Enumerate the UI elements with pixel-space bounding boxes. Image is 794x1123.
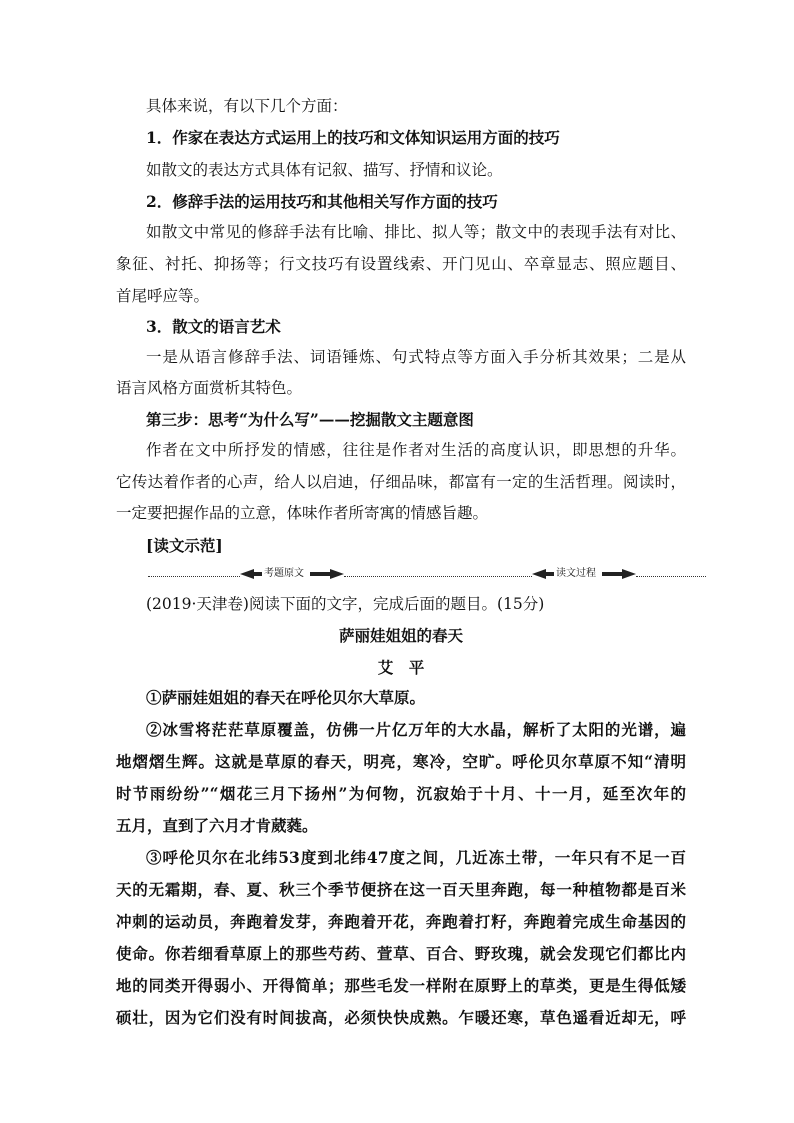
divider-tag-process <box>532 567 636 581</box>
article-title: 萨丽娃姐姐的春天 <box>338 626 463 645</box>
arrow-left-icon <box>532 569 546 579</box>
arrow-right-icon <box>622 569 636 579</box>
divider-label-original: 考题原文 <box>264 568 304 579</box>
article-paragraph-2-line1: ②冰雪将茫茫草原覆盖，仿佛一片亿万年的大水晶，解析了太阳的光谱，遍 <box>146 720 686 739</box>
divider-label-process: 读文过程 <box>556 568 596 579</box>
article-paragraph-2-line3: 时节雨纷纷”“烟花三月下扬州”为何物，沉寂始于十月、十一月，延至次年的 <box>116 784 686 803</box>
item1-text: 如散文的表达方式具体有记叙、描写、抒情和议论。 <box>146 161 503 179</box>
article-paragraph-1: ①萨丽娃姐姐的春天在呼伦贝尔大草原。 <box>146 688 426 707</box>
example-heading: [读文示范] <box>146 536 223 555</box>
item2-text-line1: 如散文中常见的修辞手法有比喻、排比、拟人等；散文中的表现手法有对比、 <box>146 223 686 241</box>
item3-text-line2: 语言风格方面赏析其特色。 <box>116 379 303 397</box>
article-paragraph-2-line4: 五月，直到了六月才肯葳蕤。 <box>116 816 318 835</box>
divider-dots-left <box>148 576 240 577</box>
step3-text-line3: 一定要把握作品的立意，体味作者所寄寓的情感旨趣。 <box>116 504 489 522</box>
item2-title: 2．修辞手法的运用技巧和其他相关写作方面的技巧 <box>146 192 498 211</box>
arrow-right-icon <box>330 569 344 579</box>
article-paragraph-3-line3: 冲刺的运动员，奔跑着发芽，奔跑着开花，奔跑着打籽，奔跑着完成生命基因的 <box>116 912 686 931</box>
article-paragraph-3-line5: 地的同类开得弱小、开得简单；那些毛发一样附在原野上的草类，更是生得低矮 <box>116 976 686 995</box>
article-author: 艾 平 <box>377 658 425 677</box>
article-paragraph-3-line6: 硕壮，因为它们没有时间拔高，必须快快成熟。乍暖还寒，草色遥看近却无，呼 <box>116 1008 686 1027</box>
article-paragraph-3-line2: 天的无霜期，春、夏、秋三个季节便挤在这一百天里奔跑，每一种植物都是百米 <box>116 880 686 899</box>
arrow-left-icon <box>240 569 254 579</box>
intro-lead: 具体来说，有以下几个方面： <box>146 97 348 115</box>
article-paragraph-3-line4: 使命。你若细看草原上的那些芍药、萱草、百合、野玫瑰，就会发现它们都比内 <box>116 944 686 963</box>
section-divider <box>148 567 706 581</box>
step3-text-line2: 它传达着作者的心声，给人以启迪，仔细品味，都富有一定的生活哲理。阅读时， <box>116 473 686 491</box>
question-source: (2019·天津卷)阅读下面的文字，完成后面的题目。(15分) <box>146 595 545 613</box>
divider-dots-middle <box>344 576 532 577</box>
step3-text-line1: 作者在文中所抒发的情感，往往是作者对生活的高度认识，即思想的升华。 <box>146 441 686 459</box>
divider-dots-right <box>636 576 706 577</box>
article-paragraph-3-line1: ③呼伦贝尔在北纬53度到北纬47度之间，几近冻土带，一年只有不足一百 <box>146 848 686 867</box>
item2-text-line3: 首尾呼应等。 <box>116 287 210 305</box>
item1-title: 1．作家在表达方式运用上的技巧和文体知识运用方面的技巧 <box>146 128 560 147</box>
item3-text-line1: 一是从语言修辞手法、词语锤炼、句式特点等方面入手分析其效果；二是从 <box>146 348 686 366</box>
article-paragraph-2-line2: 地熠熠生辉。这就是草原的春天，明亮，寒冷，空旷。呼伦贝尔草原不知“清明 <box>116 752 686 771</box>
divider-tag-original <box>240 567 344 581</box>
step3-title: 第三步：思考“为什么写”——挖掘散文主题意图 <box>146 410 474 429</box>
item2-text-line2: 象征、衬托、抑扬等；行文技巧有设置线索、开门见山、卒章显志、照应题目、 <box>116 255 686 273</box>
item3-title: 3．散文的语言艺术 <box>146 317 281 336</box>
